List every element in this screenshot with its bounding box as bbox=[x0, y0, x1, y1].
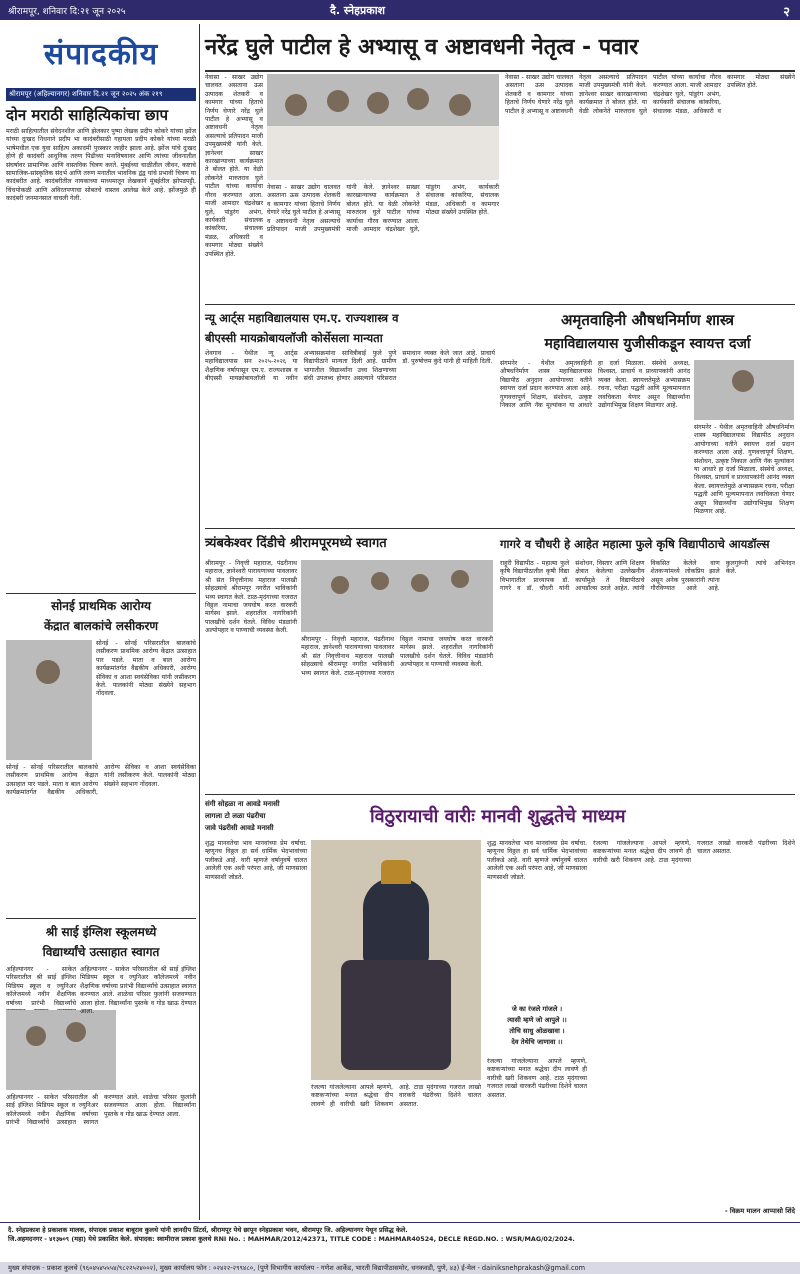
college-headline-2: बीएस्सी मायक्रोबायलॉजी कोर्सेसला मान्यता bbox=[205, 331, 383, 345]
vaccine-body: सोनई - सोनई परिसरातील बालकांचे लसीकरण प्राथमिक आरोग्य केंद्रात उत्साहात पार पडले. माता व बाल आरोग्य कार्यक्रमांतर्गत वैद्यकीय अधिकारी, आरोग्य सेविका व आशा स्वयंसेविका यांनी लसीकरण केले. पालकांनी मोठ्या संख्येने सहभाग नोंदवला. bbox=[96, 640, 196, 698]
vari-body-col5: रंजल्या गांजलेल्याना आपले म्हणणे, कष्टकऱ्यांच्या मनात श्रद्धेचा दीप लावणे ही वारीची खरी शिकवण आहे. टाळ मृदंगाच्या गजरात लाखो वारकरी पंढरीच्या दिशेने चालत असतात. bbox=[593, 840, 795, 864]
school-headline-2: विद्यार्थ्यांचे उत्साहात स्वागत bbox=[42, 945, 160, 959]
ayurveda-headline-1: अमृतवाहिनी औषधनिर्माण शास्त्र bbox=[560, 311, 735, 329]
editorial-masthead: संपादकीय bbox=[43, 37, 159, 72]
vari-headline: विठुरायाची वारीः मानवी शुद्धतेचे माध्यम bbox=[370, 806, 626, 827]
left-rule bbox=[6, 593, 196, 594]
column-rule bbox=[199, 24, 200, 1220]
lead-rule bbox=[205, 70, 795, 72]
footer-line-2: जि.अहमदनगर - ४१३७०९ (महा) येथे प्रकाशित केले. संपादक: स्वामीराज प्रकाश कुलथे RNI No. : MAHMAR/2012/42371, TITLE CODE : MAHMAR40524, DECLE REGD.NO. : WSR/MAG/02/2024. bbox=[8, 1234, 575, 1243]
issue-date: श्रीरामपूर, शनिवार दि:२१ जून २०२५ bbox=[8, 7, 126, 17]
vari-poem-line: संगी सोहळा ना आवडे मनासी bbox=[205, 800, 280, 808]
dindi-photo bbox=[301, 560, 493, 632]
top-bar bbox=[0, 0, 800, 20]
gagare-body: राहुरी विद्यापीठ - महात्मा फुले कृषि विद्यापीठातील कृषी विद्या विभागातील प्राध्यापक डॉ. गागरे व डॉ. चौधरी यांनी संशोधन, विस्तार आणि शिक्षण क्षेत्रात केलेल्या उल्लेखनीय कार्यामुळे ते विद्यापीठाचे आयडॉल्स ठरले आहेत. त्यांनी विकसित केलेले वाण शेतकऱ्यांमध्ये लोकप्रिय झाले असून अनेक पुरस्कारांनी त्यांना गौरविण्यात आले आहे. कुलगुरूंनी त्यांचे अभिनंदन केले. bbox=[500, 560, 795, 593]
left-rule-2 bbox=[6, 918, 196, 919]
footer-line-1: दै. स्नेहप्रकाश हे प्रकाशक मालक, संपादक प्रकाश बाबूराव कुलथे यांनी ज्ञानदीप प्रिंटर्स, श्रीरामपूर येथे छापून स्नेहप्रकाश भवन, श्रीरामपूर जि. अहिल्यानगर येथून प्रसिद्ध केले. bbox=[8, 1226, 408, 1234]
college-body: शेवगाव - येथील न्यू आर्ट्स महाविद्यालयास सन २०२५-२०२६ या शैक्षणिक वर्षापासून एम.ए. राज्यशास्त्र व बीएस्सी मायक्रोबायलॉजी या नवीन अभ्यासक्रमांना सावित्रीबाई फुले पुणे विद्यापीठाने मान्यता दिली आहे. ग्रामीण भागातील विद्यार्थ्यांना उच्च शिक्षणाच्या संधी उपलब्ध होणार असल्याने परिसरात समाधान व्यक्त केले जात आहे. प्राचार्य डॉ. पुरुषोत्तम कुंदे यांनी ही माहिती दिली. bbox=[205, 350, 495, 383]
ayurveda-photo bbox=[694, 360, 794, 420]
ayurveda-body: संगमनेर - येथील अमृतवाहिनी औषधनिर्माण शास्त्र महाविद्यालयास विद्यापीठ अनुदान आयोगाच्या वतीने स्वायत्त दर्जा प्रदान करण्यात आला आहे. गुणवत्तापूर्ण शिक्षण, संशोधन, उत्कृष्ट निकाल आणि नॅक मूल्यांकन या आधारे हा दर्जा मिळाला. संस्थेचे अध्यक्ष, विश्वस्त, प्राचार्य व प्राध्यापकांनी आनंद व्यक्त केला. स्वायत्ततेमुळे अभ्यासक्रम रचना, परीक्षा पद्धती आणि मूल्यमापनात लवचिकता येणार असून विद्यार्थ्यांना उद्योगाभिमुख शिक्षण मिळणार आहे. bbox=[500, 360, 690, 410]
vari-quote-line: जे का रंजले गांजले । bbox=[511, 1005, 563, 1013]
lead-body-col3: नेवासा - साखर उद्योग चालवत असताना ऊस उत्पादक शेतकरी व कामगार यांच्या हिताचे निर्णय घेणारे नरेंद्र घुले पाटील हे अभ्यासू व अष्टावधनी नेतृत्व असल्याचे प्रतिपादन माजी उपमुख्यमंत्री यांनी केले. ज्ञानेश्वर साखर कारखान्याच्या कार्यक्रमात ते बोलत होते. या वेळी लोकनेते मारुतराव घुले पाटील यांच्या कार्याचा गौरव करण्यात आला. माजी आमदार चंद्रशेखर घुले, पांडुरंग अभंग, कार्यकारी संचालक कांकरिया, संचालक मंडळ, अधिकारी व कामगार मोठ्या संख्येने उपस्थित होते. bbox=[505, 74, 795, 115]
footer-line-3: मुख्य संपादक - प्रकाश कुलथे (९६०४५४५५५४/९८२२५२४००२), मुख्य कार्यालय फोन : ०२४२२-२९९४८०, (पुणे विभागीय कार्यालय - गणेश आर्केड, भारती विद्यापीठासमोर, धनकवडी, पुणे, ४३) ई-मेल - dainiksnehprakash@gmail.com bbox=[0, 1262, 800, 1274]
vaccine-headline-2: केंद्रात बालकांचे लसीकरण bbox=[43, 619, 159, 633]
dindi-headline: त्र्यंबकेश्वर दिंडीचे श्रीरामपूरमध्ये स्वागत bbox=[205, 536, 387, 551]
school-headline-1: श्री साई इंग्लिश स्कूलमध्ये bbox=[45, 925, 157, 939]
vaccine-body-2: सोनई - सोनई परिसरातील बालकांचे लसीकरण प्राथमिक आरोग्य केंद्रात उत्साहात पार पडले. माता व बाल आरोग्य कार्यक्रमांतर्गत वैद्यकीय अधिकारी, आरोग्य सेविका व आशा स्वयंसेविका यांनी लसीकरण केले. पालकांनी मोठ्या संख्येने सहभाग नोंदवला. bbox=[6, 764, 196, 797]
vari-signoff: - विक्रम मालन आप्पासो शिंदे bbox=[724, 1207, 795, 1215]
vari-body-col2: रंजल्या गांजलेल्याना आपले म्हणणे, कष्टकऱ्यांच्या मनात श्रद्धेचा दीप लावणे ही वारीची खरी शिकवण आहे. टाळ मृदंगाच्या गजरात लाखो वारकरी पंढरीच्या दिशेने चालत असतात. bbox=[311, 1084, 481, 1108]
paper-name: दै. स्नेहप्रकाश bbox=[330, 4, 386, 17]
vari-poem-line: लागला टो लळा पंढरीचा bbox=[205, 812, 266, 820]
masthead-info: श्रीरामपूर (अहिल्यानगर) शनिवार दि.२१ जून २०२५ अंक २१९ bbox=[6, 88, 196, 101]
school-body-2: अहिल्यानगर - साकेत परिसरातील श्री साई इंग्लिश मिडियम स्कूल व ज्युनिअर कॉलेजमध्ये नवीन शैक्षणिक वर्षाच्या प्रारंभी विद्यार्थ्यांचे उत्साहात स्वागत करण्यात आले. शाळेचा परिसर फुलांनी सजवण्यात आला होता. विद्यार्थ्यांना पुस्तके व गोड खाऊ देण्यात आला. bbox=[80, 966, 196, 1016]
vari-quote-line: तोचि साधु ओळखावा । bbox=[509, 1027, 565, 1035]
vitthal-image bbox=[311, 840, 481, 1080]
section-rule-2 bbox=[205, 528, 795, 529]
editorial-headline: दोन मराठी साहित्यिकांचा छाप bbox=[6, 106, 168, 124]
vari-poem-line: जावे पंढरीसी आवडे मनासी bbox=[205, 824, 274, 832]
vari-body-col3: शुद्ध मानवतेचा भाव मानवांच्या प्रेम वर्षाचा. म्हणूनच विठ्ठल हा सर्व धार्मिक भेदभावांच्या पलीकडे आहे. वारी म्हणजे वर्षानुवर्षे चालत आलेली एक अशी परंपरा आहे, जी माणसाला माणसाशी जोडते. bbox=[487, 840, 587, 881]
lead-body-col1: नेवासा - साखर उद्योग चालवत असताना ऊस उत्पादक शेतकरी व कामगार यांच्या हिताचे निर्णय घेणारे नरेंद्र घुले पाटील हे अभ्यासू व अष्टावधनी नेतृत्व असल्याचे प्रतिपादन माजी उपमुख्यमंत्री यांनी केले. ज्ञानेश्वर साखर कारखान्याच्या कार्यक्रमात ते बोलत होते. या वेळी लोकनेते मारुतराव घुले पाटील यांच्या कार्याचा गौरव करण्यात आला. माजी आमदार चंद्रशेखर घुले, पांडुरंग अभंग, कार्यकारी संचालक कांकरिया, संचालक मंडळ, अधिकारी व कामगार मोठ्या संख्येने उपस्थित होते. bbox=[205, 74, 263, 258]
lead-headline: नरेंद्र घुले पाटील हे अभ्यासू व अष्टावधनी नेतृत्व - पवार bbox=[205, 35, 639, 60]
school-body: अहिल्यानगर - साकेत परिसरातील श्री साई इंग्लिश मिडियम स्कूल व ज्युनिअर कॉलेजमध्ये नवीन शैक्षणिक वर्षाच्या प्रारंभी विद्यार्थ्यांचे bbox=[6, 966, 76, 1007]
vari-quote bbox=[487, 1004, 587, 1054]
page-number: २ bbox=[783, 5, 790, 20]
lead-body-col2: नेवासा - साखर उद्योग चालवत असताना ऊस उत्पादक शेतकरी व कामगार यांच्या हिताचे निर्णय घेणारे नरेंद्र घुले पाटील हे अभ्यासू व अष्टावधनी नेतृत्व असल्याचे प्रतिपादन माजी उपमुख्यमंत्री यांनी केले. ज्ञानेश्वर साखर कारखान्याच्या कार्यक्रमात ते बोलत होते. या वेळी लोकनेते मारुतराव घुले पाटील यांच्या कार्याचा गौरव करण्यात आला. माजी आमदार चंद्रशेखर घुले, पांडुरंग अभंग, कार्यकारी संचालक कांकरिया, संचालक मंडळ, अधिकारी व कामगार मोठ्या संख्येने उपस्थित होते. bbox=[267, 184, 499, 234]
vari-poem bbox=[205, 798, 365, 836]
vari-body-col4: रंजल्या गांजलेल्याना आपले म्हणणे, कष्टकऱ्यांच्या मनात श्रद्धेचा दीप लावणे ही वारीची खरी शिकवण आहे. टाळ मृदंगाच्या गजरात लाखो वारकरी पंढरीच्या दिशेने चालत असतात. bbox=[487, 1058, 587, 1099]
lead-photo bbox=[267, 74, 499, 180]
gagare-headline: गागरे व चौधरी हे आहेत महात्मा फुले कृषि विद्यापीठाचे आयडॉल्स bbox=[500, 537, 770, 551]
footer-imprint bbox=[0, 1222, 800, 1274]
dindi-body-2: श्रीरामपूर - निवृत्ती महाराज, पंढरीनाथ महाराज, ज्ञानेश्वरी पारायणाच्या पावलावर श्री संत निवृत्तीनाथ महाराज पालखी सोहळ्याचे श्रीरामपूर नगरीत भाविकांनी भव्य स्वागत केले. टाळ-मृदंगाच्या गजरात विठ्ठल नामाचा जयघोष करत वारकरी मार्गस्थ झाले. शहरातील नागरिकांनी पालखीचे दर्शन घेतले. विविध मंडळांनी अल्पोपहार व पाण्याची व्यवस्था केली. bbox=[301, 636, 493, 677]
college-headline-1: न्यू आर्ट्स महाविद्यालयास एम.ए. राज्यशास्त्र व bbox=[205, 311, 399, 325]
section-rule bbox=[205, 304, 795, 305]
ayurveda-body-2: संगमनेर - येथील अमृतवाहिनी औषधनिर्माण शास्त्र महाविद्यालयास विद्यापीठ अनुदान आयोगाच्या वतीने स्वायत्त दर्जा प्रदान करण्यात आला आहे. गुणवत्तापूर्ण शिक्षण, संशोधन, उत्कृष्ट निकाल आणि नॅक मूल्यांकन या आधारे हा दर्जा मिळाला. संस्थेचे अध्यक्ष, विश्वस्त, प्राचार्य व प्राध्यापकांनी आनंद व्यक्त केला. स्वायत्ततेमुळे अभ्यासक्रम रचना, परीक्षा पद्धती आणि मूल्यमापनात लवचिकता येणार असून विद्यार्थ्यांना उद्योगाभिमुख शिक्षण मिळणार आहे. bbox=[694, 424, 794, 516]
vari-quote-line: देव तेथेचि जाणावा ।। bbox=[511, 1038, 563, 1046]
vari-quote-line: त्यासी म्हणे जो आपुले ।। bbox=[507, 1016, 567, 1024]
dindi-body: श्रीरामपूर - निवृत्ती महाराज, पंढरीनाथ महाराज, ज्ञानेश्वरी पारायणाच्या पावलावर श्री संत निवृत्तीनाथ महाराज पालखी सोहळ्याचे श्रीरामपूर नगरीत भाविकांनी भव्य स्वागत केले. टाळ-मृदंगाच्या गजरात विठ्ठल नामाचा जयघोष करत वारकरी मार्गस्थ झाले. शहरातील नागरिकांनी पालखीचे दर्शन घेतले. विविध मंडळांनी अल्पोपहार व पाण्याची व्यवस्था केली. bbox=[205, 560, 297, 635]
vaccine-photo bbox=[6, 640, 92, 760]
ayurveda-headline-2: महाविद्यालयास युजीसीकडून स्वायत्त दर्जा bbox=[544, 336, 751, 352]
school-body-3: अहिल्यानगर - साकेत परिसरातील श्री साई इंग्लिश मिडियम स्कूल व ज्युनिअर कॉलेजमध्ये नवीन शैक्षणिक वर्षाच्या प्रारंभी विद्यार्थ्यांचे उत्साहात स्वागत करण्यात आले. शाळेचा परिसर फुलांनी सजवण्यात आला होता. विद्यार्थ्यांना पुस्तके व गोड खाऊ देण्यात आला. bbox=[6, 1094, 196, 1127]
editorial-body: मराठी साहित्यातील संवेदनशील आणि झेलकार पुष्पा लेखक प्रदीप कोकरे यांच्या झोंज यांच्या दुःखद निधनाने प्रदीप भा कादंबरीसाठी गहायला प्रदीप कोकरे यांच्या मराठी भाषेमधील एक युवा साहित्य अकादमी पुरस्कार जाहीर झाला आहे. झोंज यांचे दुःखद होणे ही कादंबरी आधुनिक तरुण पिढीच्या मनाविषयावर आणि त्यांच्या जीवनातील संघर्षावर प्रामाणिक आणि वास्तविक चित्रण करते. मुंबईच्या चाळीतील जीवन, कष्टाचे सामाजिक-सांस्कृतिक संदर्भ आणि तरुण मनातील भावनिक द्वंद्व यांचे प्रभावी चित्रण या कादंबरीत आहे. कादंबरीतील नायकाच्या माध्यमातून लेखकाने मुंबईतील झोपडपट्टी, चिंचपोकळी आणि अविरतपणाचा सोबतचे वास्तव आलेख केले आहे. झोंजमुळे ही कादंबरी जनमानसात वाचली गेली. bbox=[6, 128, 196, 203]
section-rule-3 bbox=[205, 794, 795, 795]
vari-body-col1: शुद्ध मानवतेचा भाव मानवांच्या प्रेम वर्षाचा. म्हणूनच विठ्ठल हा सर्व धार्मिक भेदभावांच्या पलीकडे आहे. वारी म्हणजे वर्षानुवर्षे चालत आलेली एक अशी परंपरा आहे, जी माणसाला माणसाशी जोडते. bbox=[205, 840, 307, 881]
vaccine-headline-1: सोनई प्राथमिक आरोग्य bbox=[51, 599, 151, 613]
